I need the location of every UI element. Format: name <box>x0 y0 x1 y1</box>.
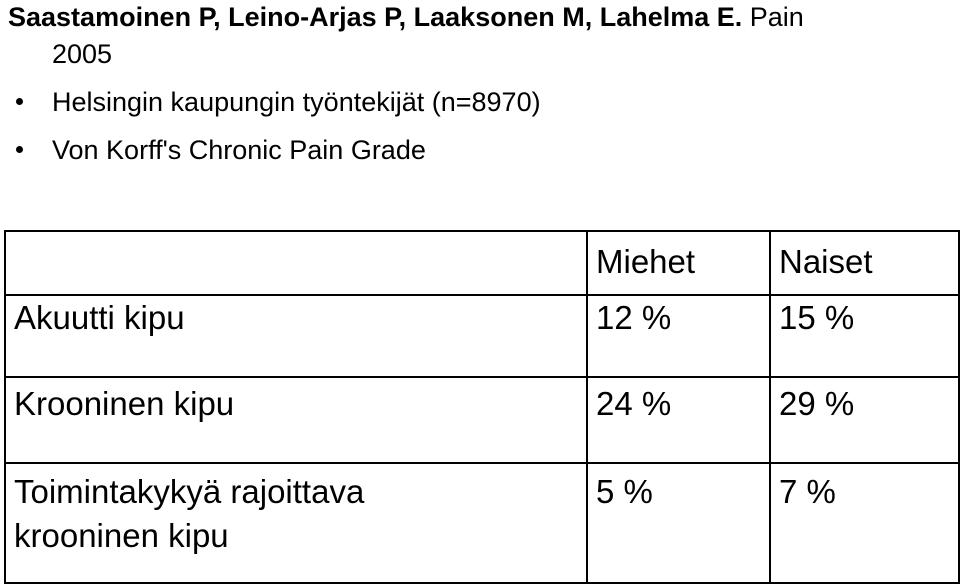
bullet-text: Helsingin kaupungin työntekijät (n=8970) <box>52 87 541 117</box>
bullet-text: Von Korff's Chronic Pain Grade <box>52 135 426 165</box>
women-value: 15 % <box>770 295 959 377</box>
table-header-cell: Miehet <box>587 231 770 295</box>
citation <box>8 0 948 34</box>
pain-prevalence-table <box>4 230 960 584</box>
men-value: 24 % <box>587 377 770 463</box>
bullet-dot-icon <box>16 98 23 105</box>
bullet-list <box>0 84 541 180</box>
row-label: Krooninen kipu <box>5 377 587 463</box>
row-label <box>5 463 587 583</box>
row-label-line: Toimintakykyä rajoittava <box>14 473 365 510</box>
table-header-cell <box>5 231 587 295</box>
table-header-row <box>5 231 959 295</box>
citation-journal: Pain <box>749 2 804 32</box>
table-row <box>5 295 959 377</box>
bullet-item <box>0 132 541 180</box>
bullet-item <box>0 84 541 132</box>
citation-year: 2005 <box>52 39 113 69</box>
table-header-cell: Naiset <box>770 231 959 295</box>
men-value: 12 % <box>587 295 770 377</box>
men-value: 5 % <box>587 463 770 583</box>
women-value: 29 % <box>770 377 959 463</box>
citation-authors: Saastamoinen P, Leino-Arjas P, Laaksonen M, Lahelma E. <box>8 2 743 32</box>
bullet-dot-icon <box>16 146 23 153</box>
row-label: Akuutti kipu <box>5 295 587 377</box>
row-label-line: krooninen kipu <box>14 517 229 554</box>
table-row <box>5 377 959 463</box>
table-row <box>5 463 959 583</box>
women-value: 7 % <box>770 463 959 583</box>
